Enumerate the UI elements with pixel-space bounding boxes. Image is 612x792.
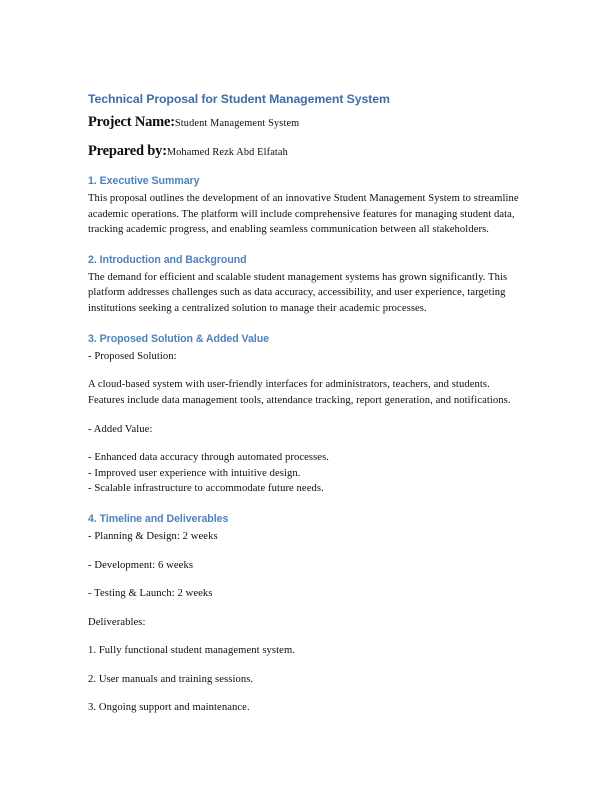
prepared-by-line bbox=[88, 141, 524, 161]
spacer bbox=[88, 602, 524, 615]
added-value-label: - Added Value: bbox=[88, 423, 153, 435]
section-heading-introduction: 2. Introduction and Background bbox=[88, 253, 247, 266]
timeline-item: - Development: 6 weeks bbox=[88, 559, 194, 571]
section-heading-proposed-solution: 3. Proposed Solution & Added Value bbox=[88, 332, 269, 345]
section-heading-executive-summary: 1. Executive Summary bbox=[88, 174, 200, 187]
page-title: Technical Proposal for Student Management System bbox=[88, 92, 390, 106]
timeline-item: - Testing & Launch: 2 weeks bbox=[88, 588, 213, 600]
project-name-value: Student Management System bbox=[174, 117, 300, 129]
spacer bbox=[88, 364, 524, 377]
spacer bbox=[88, 317, 524, 333]
list-item: - Improved user experience with intuitive design. bbox=[88, 467, 301, 479]
prepared-by-value: Mohamed Rezk Abd Elfatah bbox=[166, 146, 288, 158]
spacer bbox=[88, 238, 524, 254]
list-item: - Scalable infrastructure to accommodate future needs. bbox=[88, 483, 324, 495]
added-value-list bbox=[88, 450, 524, 497]
list-item: - Enhanced data accuracy through automated processes. bbox=[88, 452, 330, 464]
spacer bbox=[88, 437, 524, 450]
deliverable-item: 3. Ongoing support and maintenance. bbox=[88, 702, 250, 714]
section-text-executive-summary: This proposal outlines the development of an innovative Student Management System to streamline academic operations. The platform will include comprehensive features for managing student data, tracking academic progress, and enabling seamless communication between all stakeholders. bbox=[88, 192, 519, 236]
spacer bbox=[88, 687, 524, 700]
section-heading-timeline: 4. Timeline and Deliverables bbox=[88, 512, 229, 525]
proposed-solution-label: - Proposed Solution: bbox=[88, 350, 177, 362]
deliverables-label: Deliverables: bbox=[88, 616, 146, 628]
section-text-introduction: The demand for efficient and scalable student management systems has grown significantly. This platform addresses challenges such as data accuracy, accessibility, and user experience, targeting institutions seeking a centralized solution to manage their academic processes. bbox=[88, 271, 508, 315]
spacer bbox=[88, 573, 524, 586]
prepared-by-label: Prepared by: bbox=[88, 142, 167, 159]
spacer bbox=[88, 630, 524, 643]
proposed-solution-text: A cloud-based system with user-friendly interfaces for administrators, teachers, and students. Features include data management tools, attendance tracking, report generation, and notifications. bbox=[88, 379, 511, 406]
project-name-line bbox=[88, 112, 524, 132]
spacer bbox=[88, 659, 524, 672]
deliverable-item: 2. User manuals and training sessions. bbox=[88, 673, 254, 685]
spacer bbox=[88, 545, 524, 558]
spacer bbox=[88, 409, 524, 422]
spacer bbox=[88, 497, 524, 513]
timeline-item: - Planning & Design: 2 weeks bbox=[88, 531, 218, 542]
project-name-label: Project Name: bbox=[88, 113, 175, 130]
document-body bbox=[88, 92, 524, 716]
deliverable-item: 1. Fully functional student management system. bbox=[88, 645, 295, 657]
